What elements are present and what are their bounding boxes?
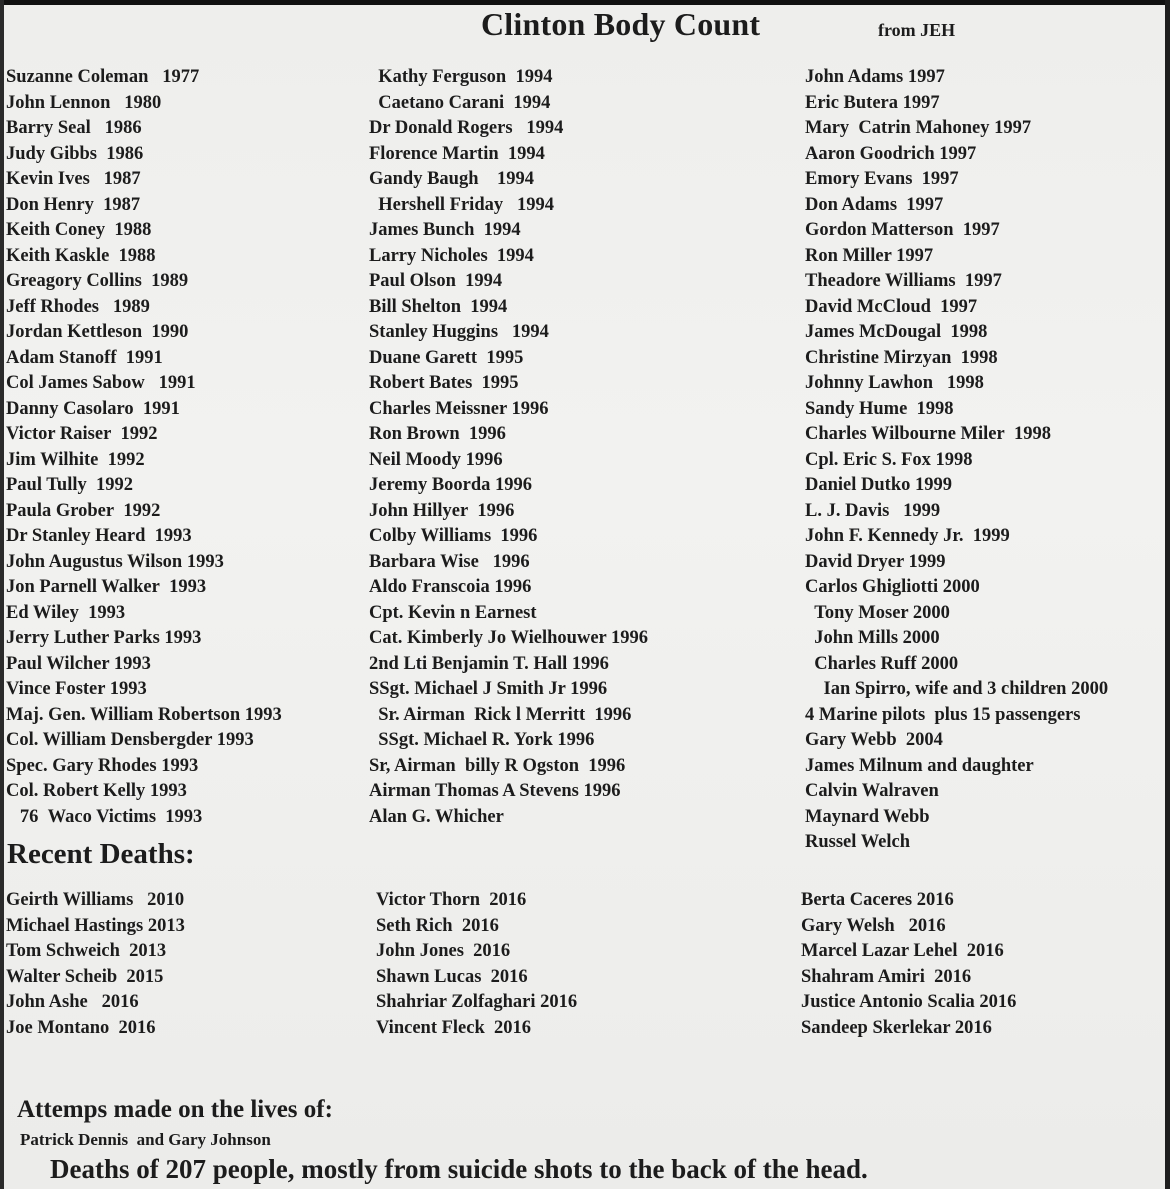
- recent-column-1: [6, 888, 185, 1041]
- name-entry: James McDougal 1998: [805, 322, 988, 342]
- name-entry: Barry Seal 1986: [6, 118, 142, 138]
- name-entry: Kathy Ferguson 1994: [369, 67, 553, 87]
- name-entry: Paul Olson 1994: [369, 271, 503, 291]
- name-entry: Aldo Franscoia 1996: [369, 577, 532, 597]
- name-entry: Geirth Williams 2010: [6, 890, 185, 910]
- name-entry: James Bunch 1994: [369, 220, 521, 240]
- name-entry: Larry Nicholes 1994: [369, 245, 534, 266]
- name-entry: Emory Evans 1997: [805, 169, 959, 189]
- name-entry: John Mills 2000: [805, 628, 940, 648]
- name-entry: Jeff Rhodes 1989: [6, 296, 150, 317]
- name-entry: Paul Wilcher 1993: [6, 653, 151, 674]
- name-entry: Daniel Dutko 1999: [805, 475, 952, 495]
- name-entry: Mary Catrin Mahoney 1997: [805, 118, 1032, 138]
- name-entry: Judy Gibbs 1986: [6, 143, 144, 164]
- name-entry: Tom Schweich 2013: [6, 941, 167, 961]
- name-entry: Shahram Amiri 2016: [801, 966, 972, 987]
- name-entry: Col James Sabow 1991: [6, 373, 196, 393]
- recent-deaths-heading: Recent Deaths:: [7, 838, 195, 870]
- name-entry: Maynard Webb: [805, 806, 930, 827]
- name-entry: Dr Stanley Heard 1993: [6, 526, 192, 546]
- name-entry: Alan G. Whicher: [369, 806, 504, 827]
- name-entry: Theadore Williams 1997: [805, 271, 1002, 291]
- name-entry: Don Henry 1987: [6, 194, 141, 215]
- name-entry: Tony Moser 2000: [805, 602, 950, 623]
- name-entry: Gary Webb 2004: [805, 730, 943, 750]
- name-entry: Paula Grober 1992: [6, 500, 161, 521]
- name-entry: Sr. Airman Rick l Merritt 1996: [369, 704, 632, 725]
- name-entry: Seth Rich 2016: [376, 915, 499, 936]
- top-border: [0, 0, 1170, 5]
- name-entry: 76 Waco Victims 1993: [6, 806, 203, 827]
- names-column-2: [369, 65, 648, 830]
- name-entry: Kevin Ives 1987: [6, 169, 141, 189]
- name-entry: John Hillyer 1996: [369, 500, 515, 521]
- name-entry: Duane Garett 1995: [369, 347, 524, 368]
- name-entry: Barbara Wise 1996: [369, 551, 530, 572]
- left-border: [0, 0, 4, 1189]
- name-entry: Joe Montano 2016: [6, 1017, 156, 1038]
- name-entry: Caetano Carani 1994: [369, 92, 551, 113]
- name-entry: Walter Scheib 2015: [6, 966, 164, 987]
- document-subtitle: from JEH: [878, 20, 956, 40]
- name-entry: John Ashe 2016: [6, 992, 139, 1012]
- name-entry: John Adams 1997: [805, 67, 945, 87]
- name-entry: Michael Hastings 2013: [6, 915, 185, 936]
- names-column-1: [6, 65, 282, 830]
- name-entry: Maj. Gen. William Robertson 1993: [6, 704, 282, 725]
- name-entry: James Milnum and daughter: [805, 755, 1034, 776]
- name-entry: Jim Wilhite 1992: [6, 449, 145, 470]
- name-entry: Shahriar Zolfaghari 2016: [376, 992, 578, 1012]
- name-entry: Aaron Goodrich 1997: [805, 143, 977, 164]
- right-border: [1165, 0, 1170, 1189]
- name-entry: John F. Kennedy Jr. 1999: [805, 526, 1010, 546]
- name-entry: Jon Parnell Walker 1993: [6, 577, 207, 597]
- name-entry: SSgt. Michael J Smith Jr 1996: [369, 679, 608, 699]
- name-entry: Adam Stanoff 1991: [6, 347, 163, 368]
- name-entry: David Dryer 1999: [805, 551, 946, 572]
- name-entry: Calvin Walraven: [805, 781, 939, 801]
- name-entry: Gary Welsh 2016: [801, 915, 946, 936]
- name-entry: Keith Coney 1988: [6, 220, 152, 240]
- name-entry: Charles Meissner 1996: [369, 398, 549, 419]
- name-entry: Neil Moody 1996: [369, 449, 503, 470]
- name-entry: Jerry Luther Parks 1993: [6, 628, 202, 648]
- attempts-names: Patrick Dennis and Gary Johnson: [20, 1130, 271, 1149]
- name-entry: Hershell Friday 1994: [369, 194, 554, 215]
- name-entry: Florence Martin 1994: [369, 143, 545, 164]
- name-entry: Shawn Lucas 2016: [376, 966, 528, 987]
- name-entry: Colby Williams 1996: [369, 526, 538, 546]
- name-entry: Ron Miller 1997: [805, 245, 934, 266]
- name-entry: Marcel Lazar Lehel 2016: [801, 941, 1004, 961]
- name-entry: Paul Tully 1992: [6, 475, 133, 495]
- attempts-heading: Attemps made on the lives of:: [17, 1096, 333, 1123]
- name-entry: Ed Wiley 1993: [6, 602, 126, 623]
- name-entry: SSgt. Michael R. York 1996: [369, 730, 595, 750]
- footer-statement: Deaths of 207 people, mostly from suicide shots to the back of the head.: [50, 1154, 868, 1184]
- name-entry: 4 Marine pilots plus 15 passengers: [805, 704, 1081, 725]
- name-entry: Bill Shelton 1994: [369, 296, 508, 317]
- name-entry: Dr Donald Rogers 1994: [369, 118, 564, 138]
- name-entry: Gordon Matterson 1997: [805, 220, 1000, 240]
- name-entry: Greagory Collins 1989: [6, 271, 189, 291]
- name-entry: Eric Butera 1997: [805, 92, 940, 113]
- name-entry: Col. Robert Kelly 1993: [6, 781, 187, 801]
- name-entry: Cpl. Eric S. Fox 1998: [805, 449, 973, 470]
- name-entry: John Augustus Wilson 1993: [6, 551, 224, 572]
- name-entry: Cpt. Kevin n Earnest: [369, 602, 537, 623]
- name-entry: Spec. Gary Rhodes 1993: [6, 755, 199, 776]
- name-entry: Sandy Hume 1998: [805, 398, 954, 419]
- name-entry: Robert Bates 1995: [369, 373, 519, 393]
- name-entry: Victor Thorn 2016: [376, 890, 527, 910]
- name-entry: David McCloud 1997: [805, 296, 978, 317]
- name-entry: Justice Antonio Scalia 2016: [801, 992, 1017, 1012]
- name-entry: Vince Foster 1993: [6, 679, 147, 699]
- name-entry: Ian Spirro, wife and 3 children 2000: [805, 679, 1109, 699]
- name-entry: Jeremy Boorda 1996: [369, 475, 533, 495]
- name-entry: Russel Welch: [805, 832, 911, 852]
- name-entry: Christine Mirzyan 1998: [805, 347, 998, 368]
- recent-column-3: [801, 888, 1016, 1041]
- name-entry: Johnny Lawhon 1998: [805, 373, 984, 393]
- name-entry: Carlos Ghigliotti 2000: [805, 577, 980, 597]
- name-entry: Gandy Baugh 1994: [369, 169, 535, 189]
- name-entry: Ron Brown 1996: [369, 424, 506, 444]
- name-entry: Danny Casolaro 1991: [6, 398, 180, 419]
- name-entry: 2nd Lti Benjamin T. Hall 1996: [369, 653, 609, 674]
- name-entry: Col. William Densbergder 1993: [6, 730, 254, 750]
- name-entry: Cat. Kimberly Jo Wielhouwer 1996: [369, 628, 649, 648]
- name-entry: Berta Caceres 2016: [801, 890, 954, 910]
- name-entry: Victor Raiser 1992: [6, 424, 158, 444]
- document-title: Clinton Body Count: [481, 6, 761, 42]
- name-entry: John Lennon 1980: [6, 92, 162, 113]
- name-entry: Sr, Airman billy R Ogston 1996: [369, 755, 626, 776]
- name-entry: Keith Kaskle 1988: [6, 245, 156, 266]
- name-entry: Jordan Kettleson 1990: [6, 322, 189, 342]
- name-entry: Don Adams 1997: [805, 194, 944, 215]
- name-entry: Sandeep Skerlekar 2016: [801, 1017, 992, 1038]
- name-entry: Charles Wilbourne Miler 1998: [805, 424, 1051, 444]
- name-entry: Airman Thomas A Stevens 1996: [369, 781, 621, 801]
- name-entry: Stanley Huggins 1994: [369, 322, 549, 342]
- names-column-3: [805, 65, 1108, 856]
- name-entry: L. J. Davis 1999: [805, 500, 941, 521]
- name-entry: Suzanne Coleman 1977: [6, 67, 200, 87]
- name-entry: Vincent Fleck 2016: [376, 1017, 532, 1038]
- recent-column-2: [376, 888, 577, 1041]
- name-entry: Charles Ruff 2000: [805, 653, 959, 674]
- name-entry: John Jones 2016: [376, 941, 511, 961]
